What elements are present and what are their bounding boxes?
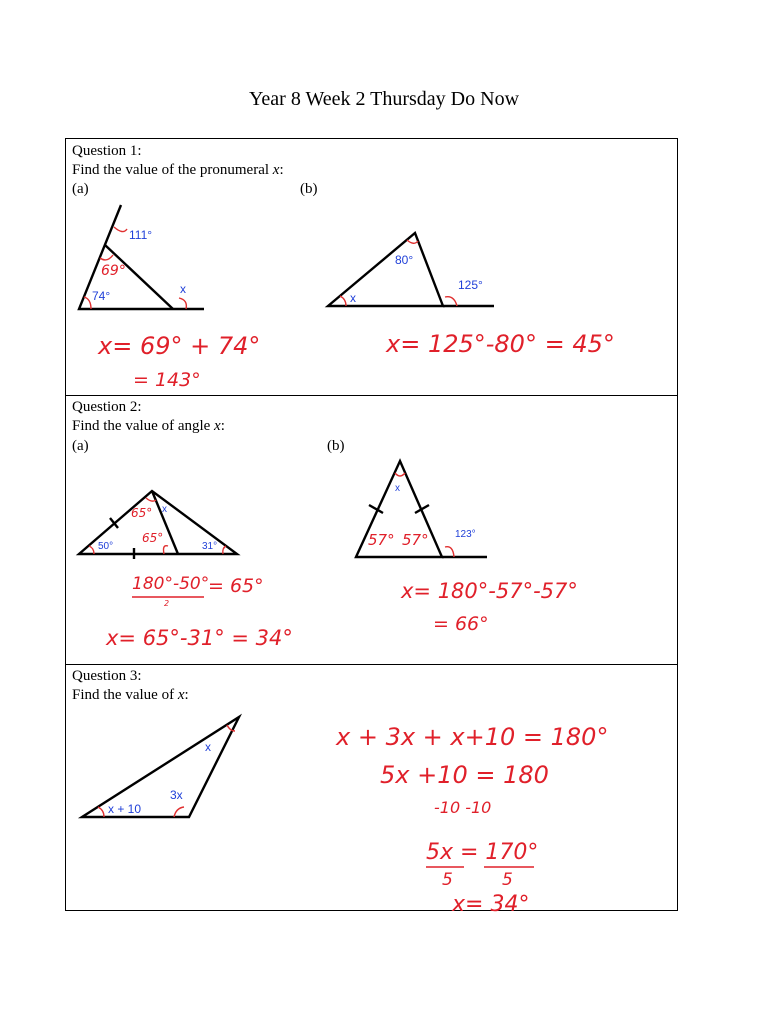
question-3-heading: Question 3: — [72, 668, 142, 684]
angle-arc-top — [114, 227, 127, 232]
angle-label-123: 123° — [455, 529, 476, 540]
angle-label-x: x — [350, 291, 356, 305]
angle-label-50: 50° — [98, 541, 114, 552]
working-line-5-left: 5 — [442, 870, 453, 890]
question-1-part-a-label: (a) — [72, 181, 89, 197]
handwritten-angle-65-mid: 65° — [142, 531, 164, 545]
question-1-prompt-text: Find the value of the pronumeral — [72, 162, 273, 178]
working-fraction-result: = 65° — [208, 575, 264, 597]
working-line-3: -10 -10 — [434, 798, 492, 817]
question-3-triangle-figure — [78, 713, 248, 823]
handwritten-angle-57-left: 57° — [368, 531, 395, 549]
question-1-prompt-var: x — [272, 162, 280, 178]
question-3-row — [66, 665, 677, 917]
question-3-prompt-colon: : — [184, 687, 189, 703]
angle-label-3x: 3x — [170, 788, 183, 802]
working-line-2: 5x +10 = 180 — [380, 761, 549, 789]
question-2-prompt — [72, 417, 225, 436]
working-line-6: x= 34° — [452, 892, 530, 917]
question-1-prompt-colon: : — [279, 162, 284, 178]
question-1-heading: Question 1: — [72, 143, 142, 159]
angle-label-x: x — [395, 483, 400, 494]
angle-label-74: 74° — [92, 289, 111, 303]
question-3-prompt-var: x — [177, 687, 185, 703]
angle-arc-mid — [164, 546, 169, 554]
question-1-row — [66, 139, 677, 396]
question-2-prompt-text: Find the value of angle — [72, 418, 215, 434]
angle-label-x: x — [205, 740, 211, 754]
angle-label-80: 80° — [395, 253, 414, 267]
angle-arc-ext — [445, 297, 457, 306]
question-1a-triangle-figure — [71, 197, 221, 317]
angle-label-111: 111° — [129, 228, 153, 242]
working-line-4: 5x = 170° — [426, 840, 539, 865]
working-line-1: x= 69° + 74° — [98, 332, 261, 360]
triangle-outline — [82, 717, 239, 817]
question-2-part-b-label: (b) — [327, 438, 345, 454]
working-fraction-denominator: 2 — [164, 599, 170, 608]
working-line-2: = 143° — [133, 369, 201, 391]
angle-arc-mid — [100, 255, 113, 260]
angle-arc-right — [223, 546, 226, 554]
question-1b-working — [384, 324, 654, 364]
worksheet-table — [65, 138, 678, 917]
question-3-prompt-text: Find the value of — [72, 687, 178, 703]
working-line-1: x= 125°-80° = 45° — [386, 330, 615, 358]
angle-label-x: x — [180, 282, 186, 296]
question-2b-working — [399, 574, 629, 654]
angle-arc-x — [340, 296, 346, 306]
triangle-outline — [328, 233, 443, 306]
angle-arc-apex — [407, 240, 418, 243]
working-line-1: x= 180°-57°-57° — [401, 579, 578, 603]
angle-arc-left — [84, 297, 91, 309]
angle-arc-left — [98, 807, 104, 817]
question-2-heading: Question 2: — [72, 399, 142, 415]
question-1-part-b-label: (b) — [300, 181, 318, 197]
angle-arc-apex — [395, 473, 405, 476]
angle-label-125: 125° — [458, 278, 483, 292]
handwritten-angle-69: 69° — [101, 263, 126, 279]
question-1b-triangle-figure — [324, 227, 499, 312]
working-line-5-right: 5 — [502, 870, 513, 890]
question-3-prompt — [72, 686, 189, 705]
working-line-2: = 66° — [433, 613, 489, 635]
angle-label-x: x — [162, 504, 167, 515]
angle-arc-bottom — [174, 807, 184, 817]
question-1a-working — [88, 324, 298, 394]
question-2a-triangle-figure — [76, 488, 246, 558]
working-line-1: x + 3x + x+10 = 180° — [336, 723, 609, 751]
question-2-part-a-label: (a) — [72, 438, 89, 454]
page-title: Year 8 Week 2 Thursday Do Now — [248, 88, 520, 110]
question-2-prompt-colon: : — [220, 418, 225, 434]
question-1-prompt — [72, 161, 284, 180]
handwritten-angle-57-right: 57° — [402, 531, 429, 549]
working-line-2: x= 65°-31° = 34° — [106, 626, 293, 650]
question-2a-working — [104, 566, 334, 661]
question-2-prompt-var: x — [214, 418, 221, 434]
working-fraction-numerator: 180°-50° — [132, 574, 210, 594]
angle-label-x-plus-10: x + 10 — [108, 802, 142, 816]
angle-label-31: 31° — [202, 541, 218, 552]
angle-arc-left — [89, 546, 94, 554]
angle-arc-ext — [445, 547, 454, 557]
question-3-working — [334, 717, 674, 915]
angle-arc-x — [179, 298, 186, 309]
handwritten-angle-65-top: 65° — [131, 506, 153, 520]
question-2-row — [66, 396, 677, 665]
question-2b-triangle-figure — [353, 457, 493, 562]
